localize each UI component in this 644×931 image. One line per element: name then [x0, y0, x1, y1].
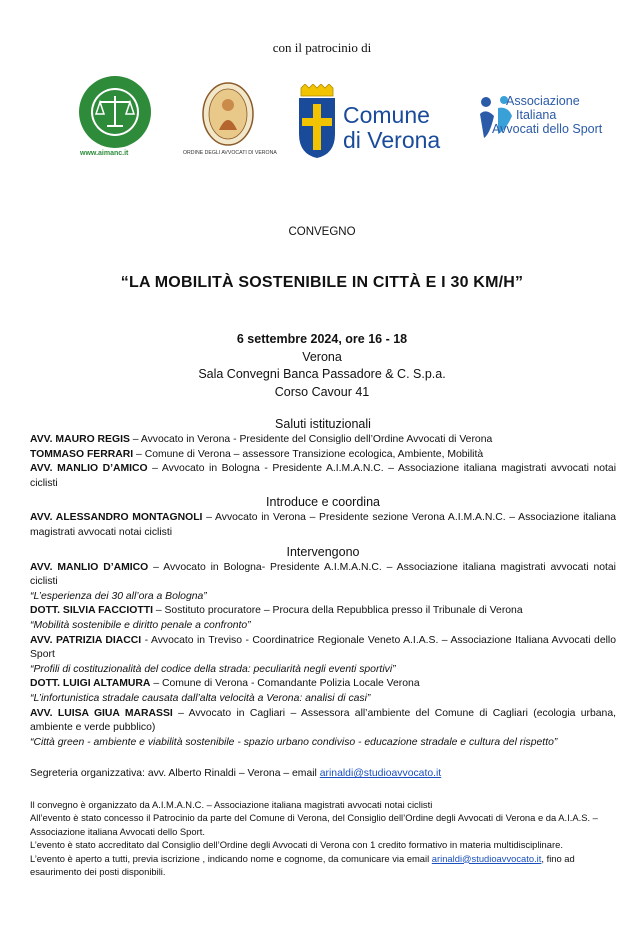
- speaker-name: DOTT. SILVIA FACCIOTTI: [30, 605, 153, 617]
- speaker-role: – Avvocato in Bologna- Presidente A.I.M.A.N.C. – Associazione italiana magistrati avvocati notai ciclisti: [30, 561, 616, 588]
- notes-block: [30, 798, 616, 878]
- speaker-name: AVV. PATRIZIA DIACCI: [30, 634, 142, 646]
- talk-title: “L’esperienza dei 30 all’ora a Bologna”: [30, 590, 207, 602]
- speaker-name: AVV. MANLIO D’AMICO: [30, 561, 149, 573]
- event-venue: Sala Convegni Banca Passadore & C. S.p.a.: [198, 367, 446, 381]
- speaker-role: - Avvocato in Treviso - Coordinatrice Regionale Veneto A.I.A.S. – Associazione Italiana Avvocati dello Sport: [30, 634, 616, 661]
- saluti-heading: Saluti istituzionali: [275, 417, 371, 431]
- speaker-role: – Avvocato in Bologna - Presidente A.I.M.A.N.C. – Associazione italiana magistrati avvocati notai ciclisti: [30, 463, 616, 489]
- aias-line2: Italiana: [516, 108, 557, 122]
- intervengono-heading: Intervengono: [286, 544, 360, 559]
- speaker-role: – Comune di Verona - Comandante Polizia Locale Verona: [150, 678, 420, 690]
- note-line: L’evento è stato accreditato dal Consiglio dell’Ordine degli Avvocati di Verona con 1 credito formativo in materia multidisciplinare.: [30, 839, 563, 851]
- comune-line1: Comune: [343, 102, 430, 128]
- aimanc-logo: [72, 74, 162, 164]
- patrocinio-line: con il patrocinio di: [272, 40, 372, 55]
- program: [30, 416, 616, 750]
- aias-line3: Avvocati dello Sport: [492, 122, 603, 136]
- note-text: L’evento è aperto a tutti, previa iscrizione , indicando nome e cognome, da comunicare via email: [30, 852, 432, 864]
- ordine-caption: ORDINE DEGLI AVVOCATI DI VERONA: [183, 150, 277, 156]
- aias-logo: [478, 94, 608, 164]
- convegno-label: CONVEGNO: [288, 226, 356, 238]
- aias-line1: Associazione: [506, 94, 580, 108]
- note-line: [30, 852, 616, 879]
- comune-verona-logo: [295, 84, 465, 170]
- talk-title: “Mobilità sostenibile e diritto penale a confronto”: [30, 619, 251, 631]
- talk-title: “Profili di costituzionalità del codice della strada: peculiarità negli eventi sportivi”: [30, 663, 396, 675]
- segreteria-email-link[interactable]: arinaldi@studioavvocato.it: [319, 768, 442, 779]
- speaker-entry: [30, 561, 616, 590]
- event-city: Verona: [302, 349, 342, 364]
- logos-row: [0, 74, 644, 174]
- speaker-role: – Avvocato in Verona - Presidente del Consiglio dell’Ordine Avvocati di Verona: [129, 434, 493, 445]
- speaker-entry: [30, 433, 616, 448]
- ordine-seal-icon: [183, 80, 279, 150]
- ordine-avvocati-logo: [183, 80, 279, 166]
- speaker-role: – Avvocato in Verona – Presidente sezione Verona A.I.M.A.N.C. – Associazione italiana magistrati avvocati notai ciclisti: [30, 512, 616, 538]
- speaker-entry: [30, 462, 616, 491]
- speaker-entry: [30, 511, 616, 540]
- note-text: , fino ad esaurimento dei posti disponibili.: [30, 852, 575, 878]
- segreteria-text: Segreteria organizzativa: avv. Alberto Rinaldi – Verona – email: [30, 768, 320, 779]
- event-info: [0, 331, 644, 401]
- comune-line2: di Verona: [343, 127, 441, 153]
- note-line: All’evento è stato concesso il Patrocinio da parte del Comune di Verona, del Consiglio dell’Ordine degli Avvocati di Verona e da A.I.A.S. – Associazione italiana Avvocati dello Sport.: [30, 812, 598, 837]
- speaker-name: AVV. MANLIO D’AMICO: [30, 463, 148, 475]
- speaker-entry: [30, 677, 616, 692]
- speaker-name: AVV. ALESSANDRO MONTAGNOLI: [30, 512, 203, 524]
- aimanc-url: www.aimanc.it: [80, 150, 129, 157]
- speaker-entry: [30, 707, 616, 736]
- verona-shield-icon: [295, 84, 339, 160]
- speaker-role: – Avvocato in Cagliari – Assessora all’ambiente del Comune di Cagliari (ecologia urbana, ambiente e verde pubblico): [30, 707, 617, 734]
- speaker-name: AVV. LUISA GIUA MARASSI: [30, 707, 173, 719]
- event-title: “LA MOBILITÀ SOSTENIBILE IN CITTÀ E I 30 KM/H”: [120, 274, 524, 291]
- event-address: Corso Cavour 41: [274, 384, 370, 399]
- speaker-name: AVV. MAURO REGIS: [30, 434, 130, 445]
- note-email-link[interactable]: arinaldi@studioavvocato.it: [431, 852, 542, 864]
- speaker-name: TOMMASO FERRARI: [30, 448, 134, 460]
- talk-title: “Città green - ambiente e viabilità sostenibile - spazio urbano condiviso - educazione stradale e cultura del rispetto”: [30, 736, 558, 748]
- introduce-heading: Introduce e coordina: [266, 495, 380, 510]
- speaker-entry: [30, 634, 616, 663]
- aimanc-seal-icon: [72, 74, 162, 154]
- segreteria-line: [30, 768, 616, 779]
- speaker-entry: [30, 604, 616, 619]
- talk-title: “L’infortunistica stradale causata dall’alta velocità a Verona: analisi di casi”: [30, 692, 371, 704]
- speaker-entry: [30, 448, 616, 463]
- speaker-role: – Comune di Verona – assessore Transizione ecologica, Ambiente, Mobilità: [133, 448, 484, 460]
- event-date: 6 settembre 2024, ore 16 - 18: [236, 332, 408, 346]
- note-line: Il convegno è organizzato da A.I.M.A.N.C. – Associazione italiana magistrati avvocati notai ciclisti: [30, 799, 433, 810]
- speaker-role: – Sostituto procuratore – Procura della Repubblica presso il Tribunale di Verona: [152, 605, 523, 617]
- speaker-name: DOTT. LUIGI ALTAMURA: [30, 678, 151, 690]
